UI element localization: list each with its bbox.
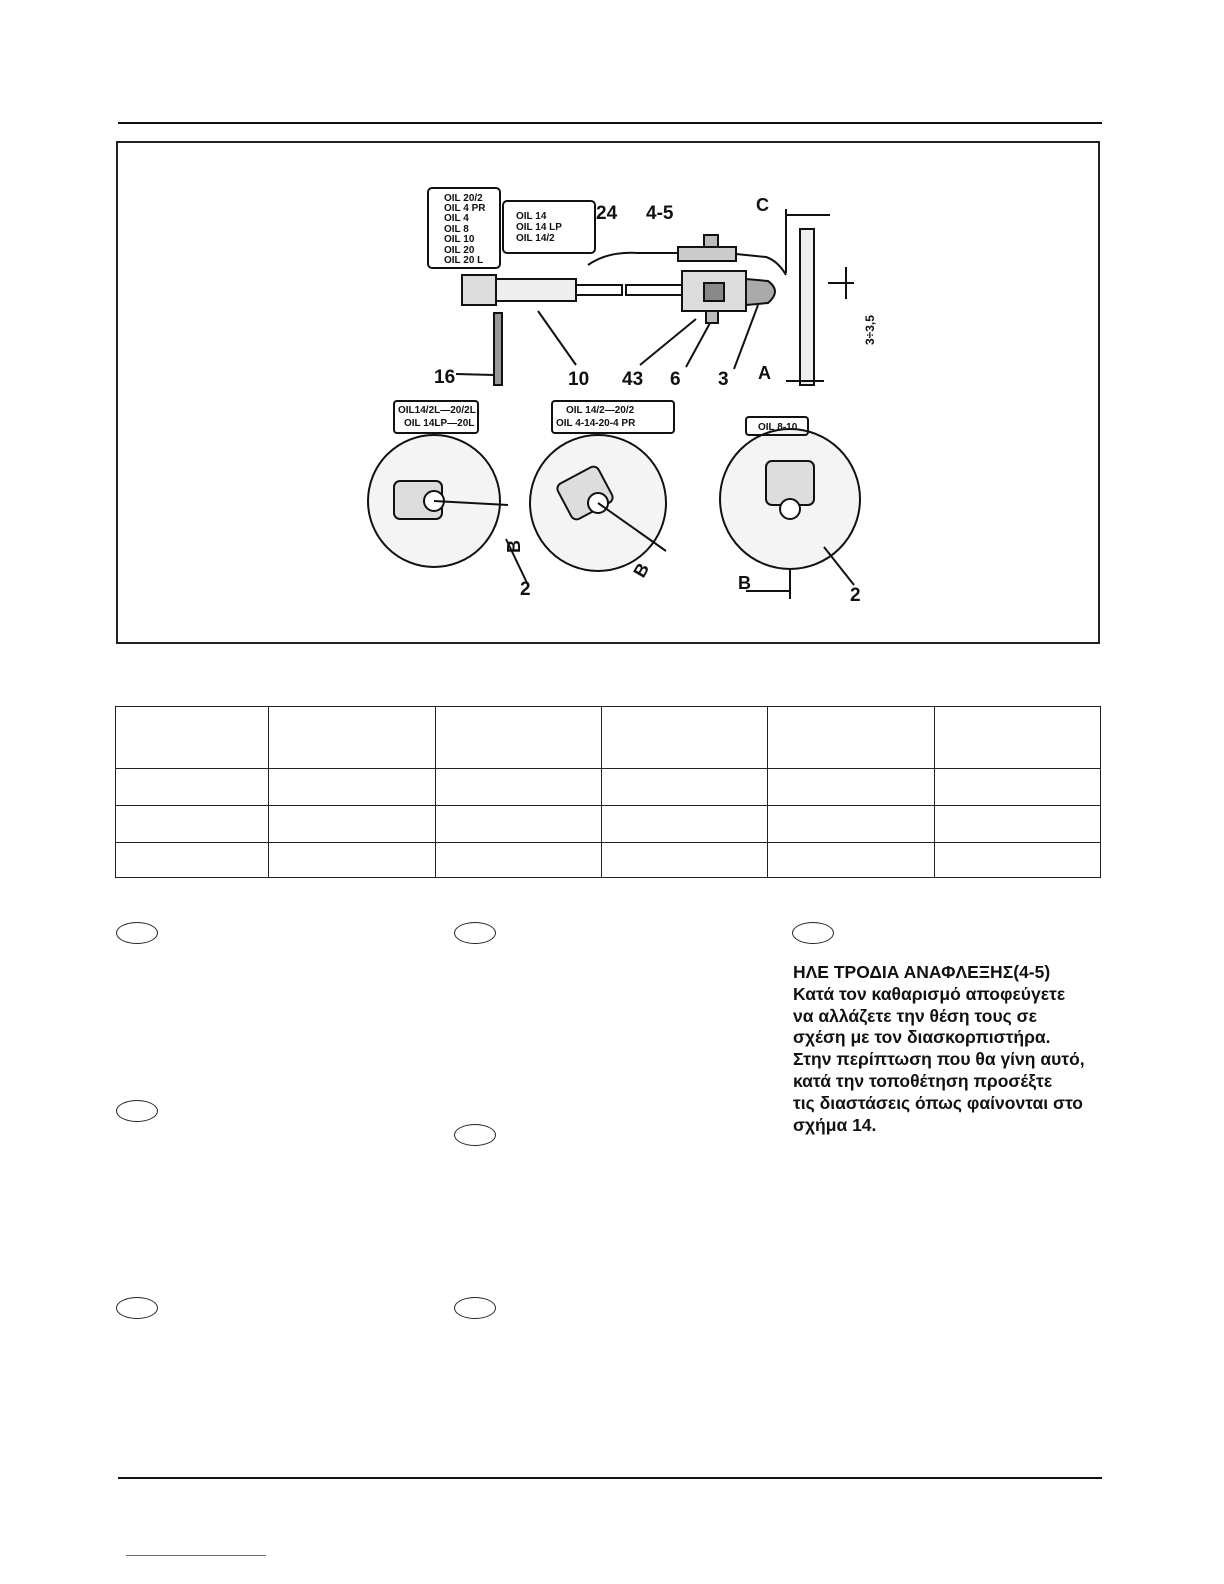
- table-cell: [116, 843, 269, 878]
- table-cell: [934, 843, 1100, 878]
- dim-b-left: B: [504, 540, 524, 553]
- table-cell: [269, 707, 435, 769]
- disc-side: [800, 229, 814, 385]
- table-cell: [602, 769, 768, 806]
- electrode-wire: [588, 253, 678, 265]
- language-badge: [116, 1100, 158, 1122]
- table-cell: [602, 806, 768, 843]
- part-2-middle: 2: [520, 579, 531, 600]
- nozzle-holder-thin-2: [626, 285, 682, 295]
- table-row: [116, 843, 1101, 878]
- greek-line: κατά την τοποθέτηση προσέξτε: [793, 1070, 1053, 1091]
- greek-line: να αλλάζετε την θέση τους σε: [793, 1005, 1037, 1026]
- table-cell: [269, 843, 435, 878]
- table-cell: [435, 806, 601, 843]
- block-hatch: [704, 283, 724, 301]
- table-row: [116, 806, 1101, 843]
- nozzle-holder-tube: [496, 279, 576, 301]
- table-cell: [435, 769, 601, 806]
- model-right-2: OIL 14/2: [516, 233, 555, 244]
- table-cell: [768, 707, 934, 769]
- model-left-3: OIL 8: [444, 224, 469, 235]
- greek-line: σχήμα 14.: [793, 1114, 877, 1135]
- model-left-0: OIL 20/2: [444, 193, 483, 204]
- electrode-insulator: [678, 247, 736, 261]
- model-left-2: OIL 4: [444, 213, 469, 224]
- nozzle-nut: [462, 275, 496, 305]
- disc-right-label-0: OIL 8-10: [758, 422, 798, 433]
- model-left-4: OIL 10: [444, 234, 475, 245]
- footer-link-underline: [126, 1555, 266, 1556]
- table-cell: [269, 806, 435, 843]
- part-6: 6: [670, 369, 681, 390]
- part-3: 3: [718, 369, 729, 390]
- table-cell: [269, 769, 435, 806]
- table-cell: [435, 707, 601, 769]
- language-badge: [454, 1297, 496, 1319]
- table-cell: [934, 769, 1100, 806]
- part-2-right: 2: [850, 585, 861, 606]
- spec-table: [115, 706, 1101, 878]
- greek-heading: ΗΛΕ ΤΡΟΔΙΑ ΑΝΑΦΛΕΞΗΣ(4-5): [793, 962, 1051, 982]
- table-cell: [602, 843, 768, 878]
- model-left-5: OIL 20: [444, 245, 475, 256]
- language-badge: [116, 1297, 158, 1319]
- dim-c: C: [756, 195, 769, 215]
- dim-b-middle: B: [629, 559, 654, 581]
- greek-line: σχέση με τον διασκορπιστήρα.: [793, 1027, 1051, 1048]
- model-left-1: OIL 4 PR: [444, 203, 486, 214]
- figure-frame: [116, 141, 1100, 644]
- disc-left-label-0: OIL14/2L—20/2L: [398, 405, 476, 416]
- model-left-6: OIL 20 L: [444, 255, 484, 266]
- table-cell: [768, 843, 934, 878]
- screw-bottom: [706, 311, 718, 323]
- header-rule: [118, 122, 1102, 124]
- language-badge: [792, 922, 834, 944]
- part-4-5: 4-5: [646, 203, 674, 224]
- part-10: 10: [568, 369, 590, 390]
- greek-line: Στην περίπτωση που θα γίνη αυτό,: [793, 1049, 1085, 1070]
- table-cell: [934, 707, 1100, 769]
- part-24: 24: [596, 203, 618, 224]
- dim-b-right: B: [738, 573, 751, 593]
- table-cell: [116, 707, 269, 769]
- nozzle-holder-thin: [576, 285, 622, 295]
- electrode-diagram: [118, 143, 1098, 642]
- table-cell: [435, 843, 601, 878]
- disc-left-label-1: OIL 14LP—20L: [404, 418, 475, 429]
- dim-a: A: [758, 363, 771, 383]
- language-badge: [454, 1124, 496, 1146]
- table-cell: [768, 769, 934, 806]
- greek-section: [793, 962, 1113, 1136]
- table-cell: [116, 769, 269, 806]
- table-cell: [768, 806, 934, 843]
- greek-line: Κατά τον καθαρισμό αποφεύγετε: [793, 983, 1066, 1004]
- footer-rule: [118, 1477, 1102, 1479]
- part-16: 16: [434, 367, 456, 388]
- table-cell: [602, 707, 768, 769]
- model-right-1: OIL 14 LP: [516, 222, 562, 233]
- disc-middle-label-1: OIL 4-14-20-4 PR: [556, 418, 636, 429]
- table-cell: [116, 806, 269, 843]
- greek-line: τις διαστάσεις όπως φαίνονται στο: [793, 1092, 1083, 1113]
- table-row: [116, 707, 1101, 769]
- table-row: [116, 769, 1101, 806]
- part-43: 43: [622, 369, 644, 390]
- table-cell: [934, 806, 1100, 843]
- language-badge: [116, 922, 158, 944]
- nozzle-tip: [746, 279, 775, 305]
- language-badge: [454, 922, 496, 944]
- screw-top: [704, 235, 718, 247]
- dim-value: 3÷3,5: [863, 315, 877, 345]
- disc-middle-label-0: OIL 14/2—20/2: [566, 405, 635, 416]
- model-right-0: OIL 14: [516, 211, 547, 222]
